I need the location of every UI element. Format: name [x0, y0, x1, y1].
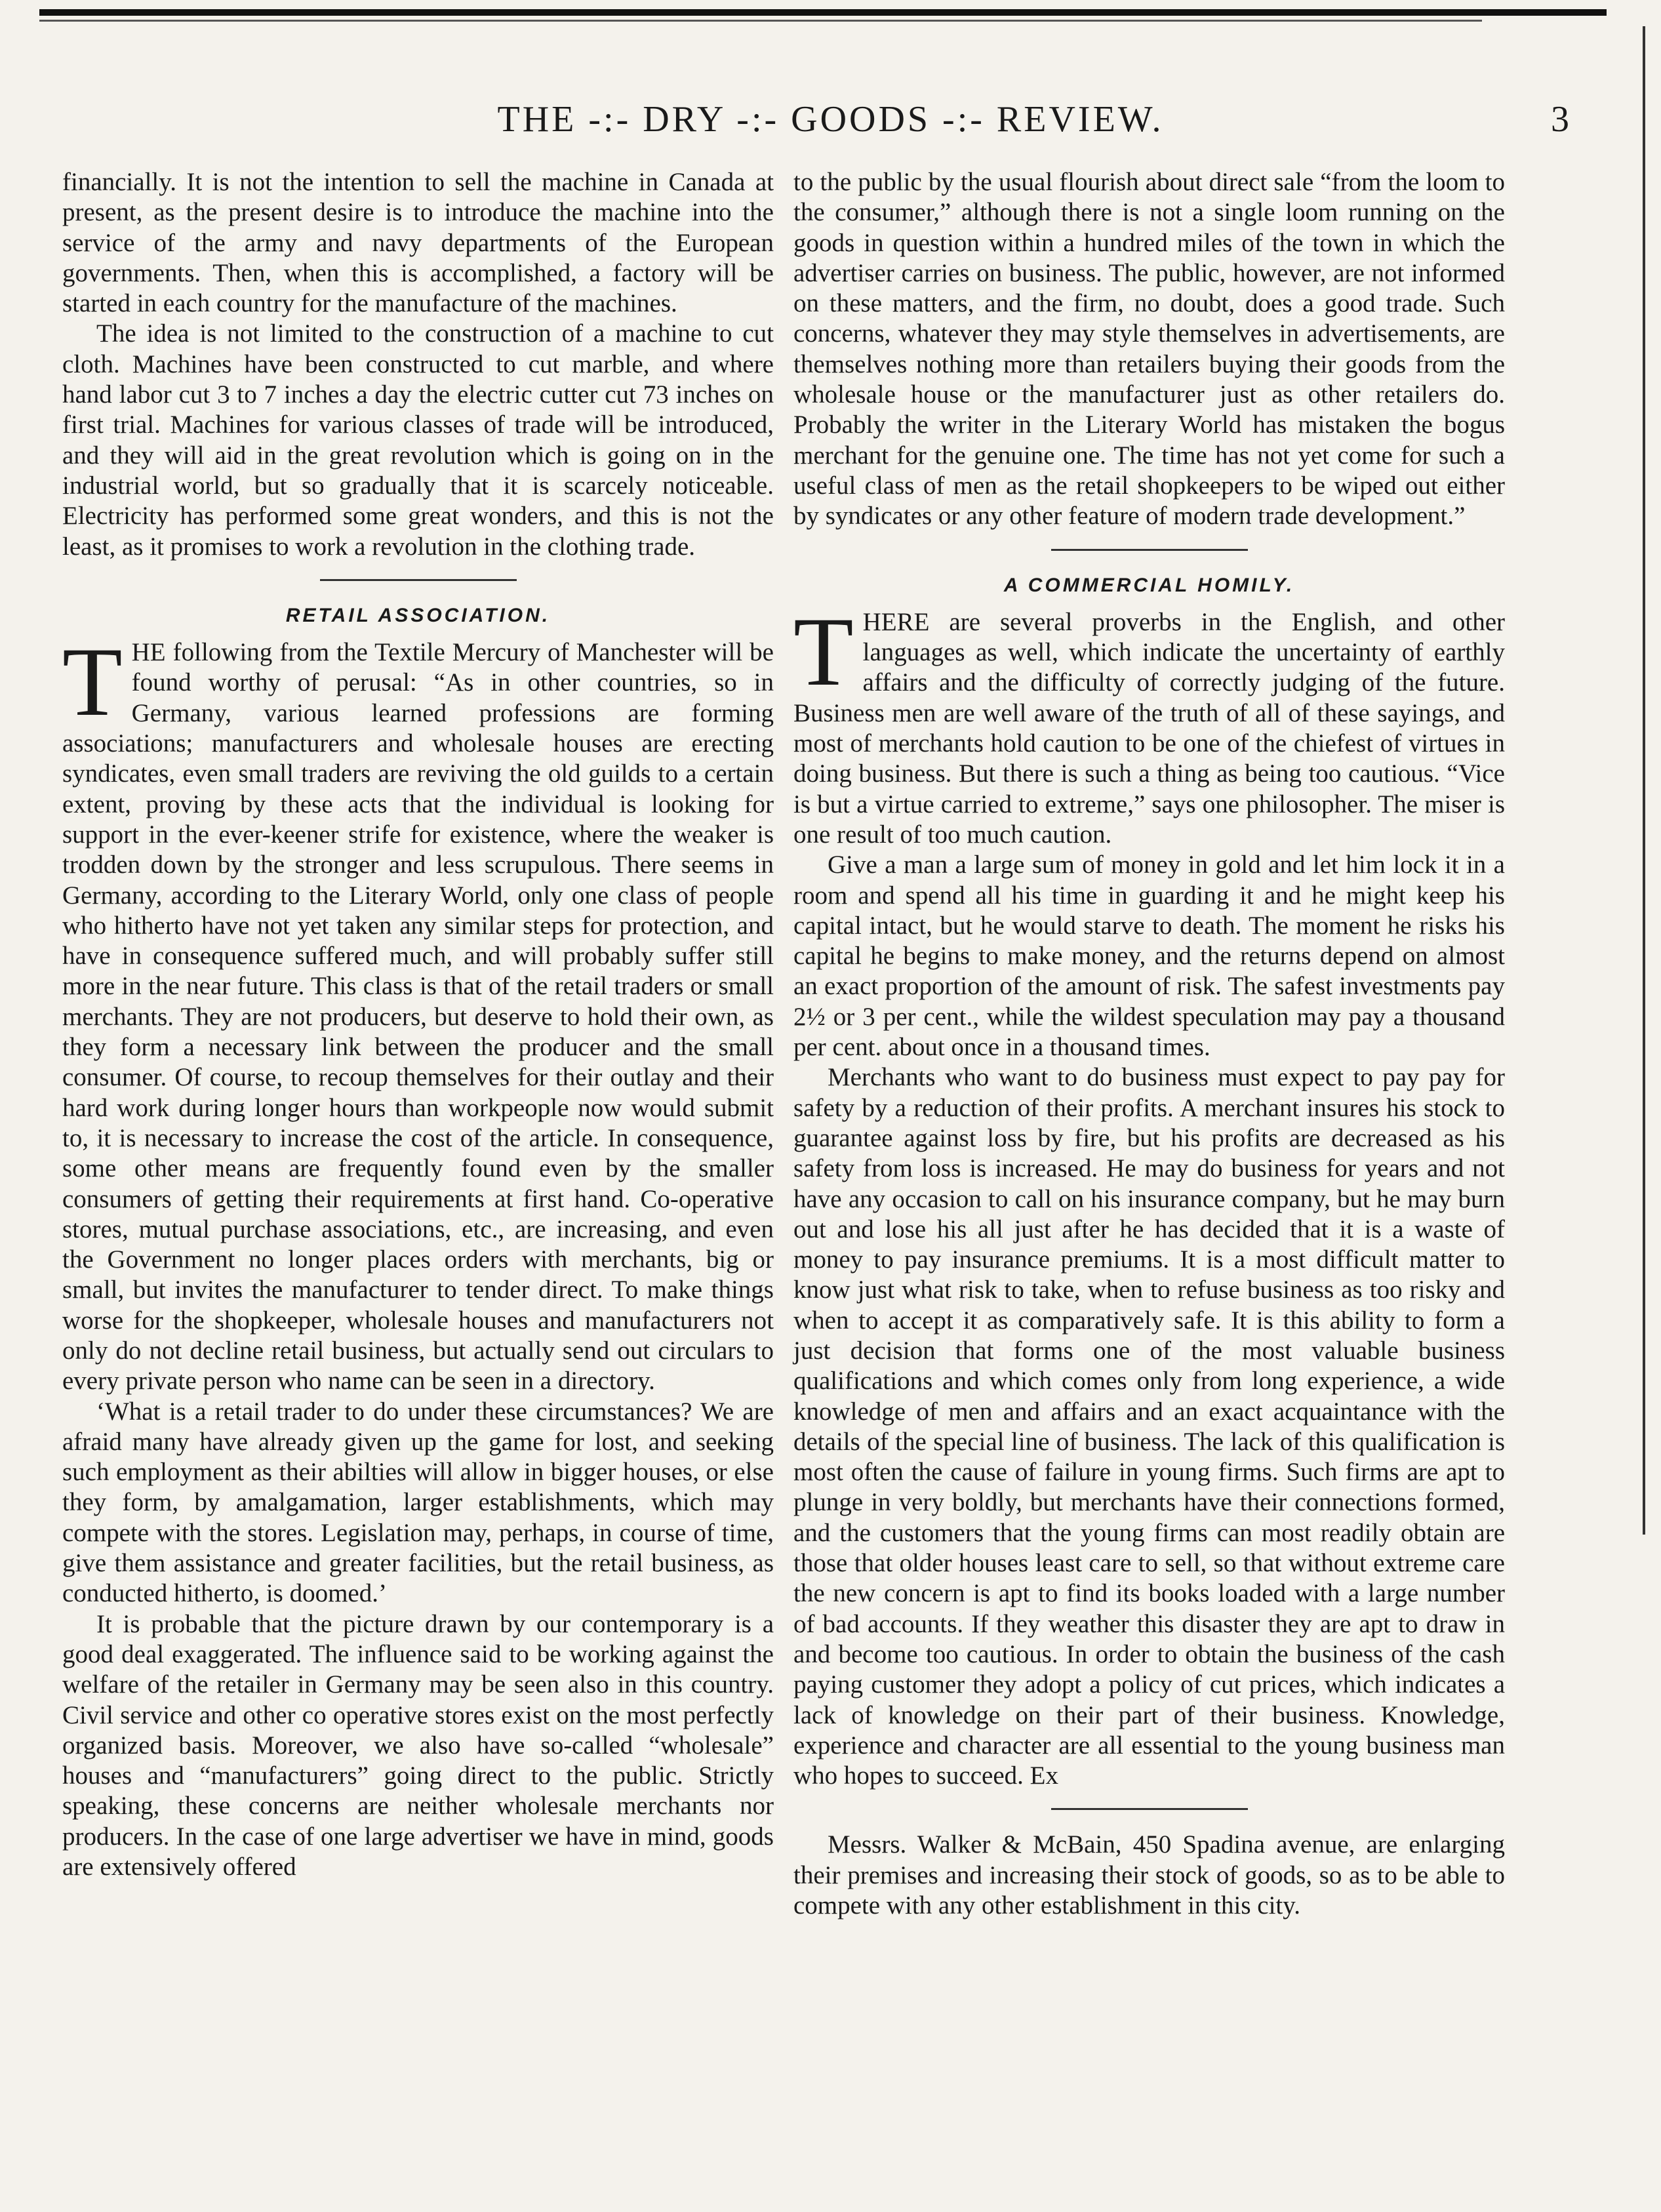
- paragraph: ‘What is a retail trader to do under these circumstances? We are afraid many have already given up the game for lost, and seeking such employment as their abilties will allow in bigger houses, or else they form, by amalgamation, larger establishments, which may compete with the stores. Legislation may, perhaps, in course of time, give them assistance and greater facilities, but the retail business, as conducted hitherto, is doomed.’: [62, 1397, 774, 1608]
- drop-cap: T: [793, 597, 854, 706]
- paragraph-text: following from the Textile Mercury of Manchester will be found worthy of perusal: “As in other countries, so in Germany, various learned professions are forming associations; manufacturers and wholesale houses are erecting syndicates, even small traders are reviving the old guilds to a certain extent, proving by these acts that the individual is looking for support in the ever-keener strife for existence, where the weaker is trodden down by the stronger and less scrupulous. There seems in Germany, according to the Literary World, only one class of people who hitherto have not yet taken any similar steps for protection, and have in consequence suffered much, and will probably suffer still more in the near future. This class is that of the retail traders or small merchants. They are not producers, but deserve to hold their own, as they form a necessary link between the producer and the small consumer. Of course, to recoup themselves for their outlay and their hard work during longer hours than workpeople now would submit to, it is necessary to increase the cost of the article. In consequence, some other means are frequently found even by the smaller consumers of getting their requirements at first hand. Co-operative stores, mutual purchase associations, etc., are increasing, and even the Government no longer places orders with merchants, big or small, but invites the manufacturer to tender direct. To make things worse for the shopkeeper, wholesale houses and manufacturers not only do not decline retail business, but actually send out circulars to every private person who name can be seen in a directory.: [62, 638, 774, 1396]
- section-divider: [1051, 549, 1248, 551]
- masthead-title: THE -:- DRY -:- GOODS -:- REVIEW.: [497, 99, 1164, 140]
- paragraph: to the public by the usual flourish about direct sale “from the loom to the consumer,” although there is not a single loom running on the goods in question within a hundred miles of the town in which the advertiser carries on business. The public, however, are not informed on these matters, and the firm, no doubt, does a good trade. Such concerns, whatever they may style themselves in advertisements, are themselves nothing more than retailers buying their goods from the wholesale house or the manufacturer just as other retailers do. Probably the writer in the Literary World has mistaken the bogus merchant for the genuine one. The time has not yet come for such a useful class of men as the retail shopkeepers to be wiped out either by syndicates or any other feature of modern trade development.”: [793, 168, 1505, 531]
- section-divider: [320, 579, 517, 581]
- paragraph-text: are several proverbs in the English, and other languages as well, which indicate the uncertainty of earthly affairs and the difficulty of correctly judging of the future. Business men are well aware of the truth of all of these sayings, and most of merchants hold caution to be one of the chiefest of virtues in doing business. But there is such a thing as being too cautious. “Vice is but a virtue carried to extreme,” says one philosopher. The miser is one result of too much caution.: [793, 607, 1505, 849]
- page-edge-line: [1643, 26, 1645, 1535]
- left-column: [62, 167, 774, 1882]
- page-header: [0, 98, 1661, 151]
- right-column: [793, 167, 1505, 1921]
- page-number: 3: [1551, 99, 1569, 140]
- paragraph: The idea is not limited to the construction of a machine to cut cloth. Machines have been constructed to cut marble, and where hand labor cut 3 to 7 inches a day the electric cutter cut 73 inches on first trial. Machines for various classes of trade will be introduced, and they will aid in the great revolution which is going on in the industrial world, but so gradually that it is scarcely noticeable. Electricity has performed some great wonders, and this is not the least, as it promises to work a revolution in the clothing trade.: [62, 319, 774, 561]
- paragraph-lead: [793, 597, 1505, 850]
- paragraph: financially. It is not the intention to sell the machine in Canada at present, as the present desire is to introduce the machine into the service of the army and navy departments of the European governments. Then, when this is accomplished, a factory will be started in each country for the manufacture of the machines.: [62, 168, 774, 318]
- paragraph: Merchants who want to do business must expect to pay pay for safety by a reduction of their profits. A merchant insures his stock to guarantee against loss by fire, but his profits are decreased as his safety from loss is increased. He may do business for years and not have any occasion to call on his insurance company, but he may burn out and lose his all just after he has decided that it is a waste of money to pay insurance premiums. It is a most difficult matter to know just what risk to take, when to refuse business as too risky and when to accept it as comparatively safe. It is this ability to form a just decision that forms one of the most valuable business qualifications and which comes only from long experience, a wide knowledge of men and affairs and an exact acquaintance with the details of the special line of business. The lack of this qualification is most often the cause of failure in young firms. Such firms are apt to plunge in very boldly, but merchants have their connections formed, and the customers that the young firms can most readily obtain are those that older houses least care to sell, so that without extreme care the new concern is apt to find its books loaded with a large number of bad accounts. If they weather this disaster they are apt to draw in and become too cautious. In order to obtain the business of the cash paying customer they adopt a policy of cut prices, which indicates a lack of knowledge on their part of their business. Knowledge, experience and character are all essential to the young business man who hopes to succeed. Ex: [793, 1063, 1505, 1790]
- lead-word: HE: [131, 638, 166, 667]
- section-heading-commercial-homily: A COMMERCIAL HOMILY.: [1003, 574, 1295, 596]
- drop-cap: T: [62, 628, 123, 737]
- top-border-rule: [39, 9, 1607, 16]
- section-heading-retail-association: RETAIL ASSOCIATION.: [285, 604, 551, 626]
- paragraph: Give a man a large sum of money in gold and let him lock it in a room and spend all his time in guarding it and he might keep his capital intact, but he would starve to death. The moment he risks his capital he begins to make money, and the returns depend on almost an exact proportion of the amount of risk. The safest investments pay 2½ or 3 per cent., while the wildest speculation may pay a thousand per cent. about once in a thousand times.: [793, 851, 1505, 1062]
- paragraph: Messrs. Walker & McBain, 450 Spadina avenue, are enlarging their premises and increasing their stock of goods, so as to be able to compete with any other establishment in this city.: [793, 1830, 1505, 1920]
- top-border-rule-thin: [39, 20, 1482, 22]
- paragraph: It is probable that the picture drawn by our contemporary is a good deal exaggerated. The influence said to be working against the welfare of the retailer in Germany may be seen also in this country. Civil service and other co operative stores exist on the most perfectly organized basis. Moreover, we also have so-called “wholesale” houses and “manufacturers” going direct to the public. Strictly speaking, these concerns are neither wholesale merchants nor producers. In the case of one large advertiser we have in mind, goods are extensively offered: [62, 1609, 774, 1881]
- paragraph-lead: [62, 628, 774, 1396]
- lead-word: HERE: [862, 607, 930, 636]
- section-divider: [1051, 1808, 1248, 1810]
